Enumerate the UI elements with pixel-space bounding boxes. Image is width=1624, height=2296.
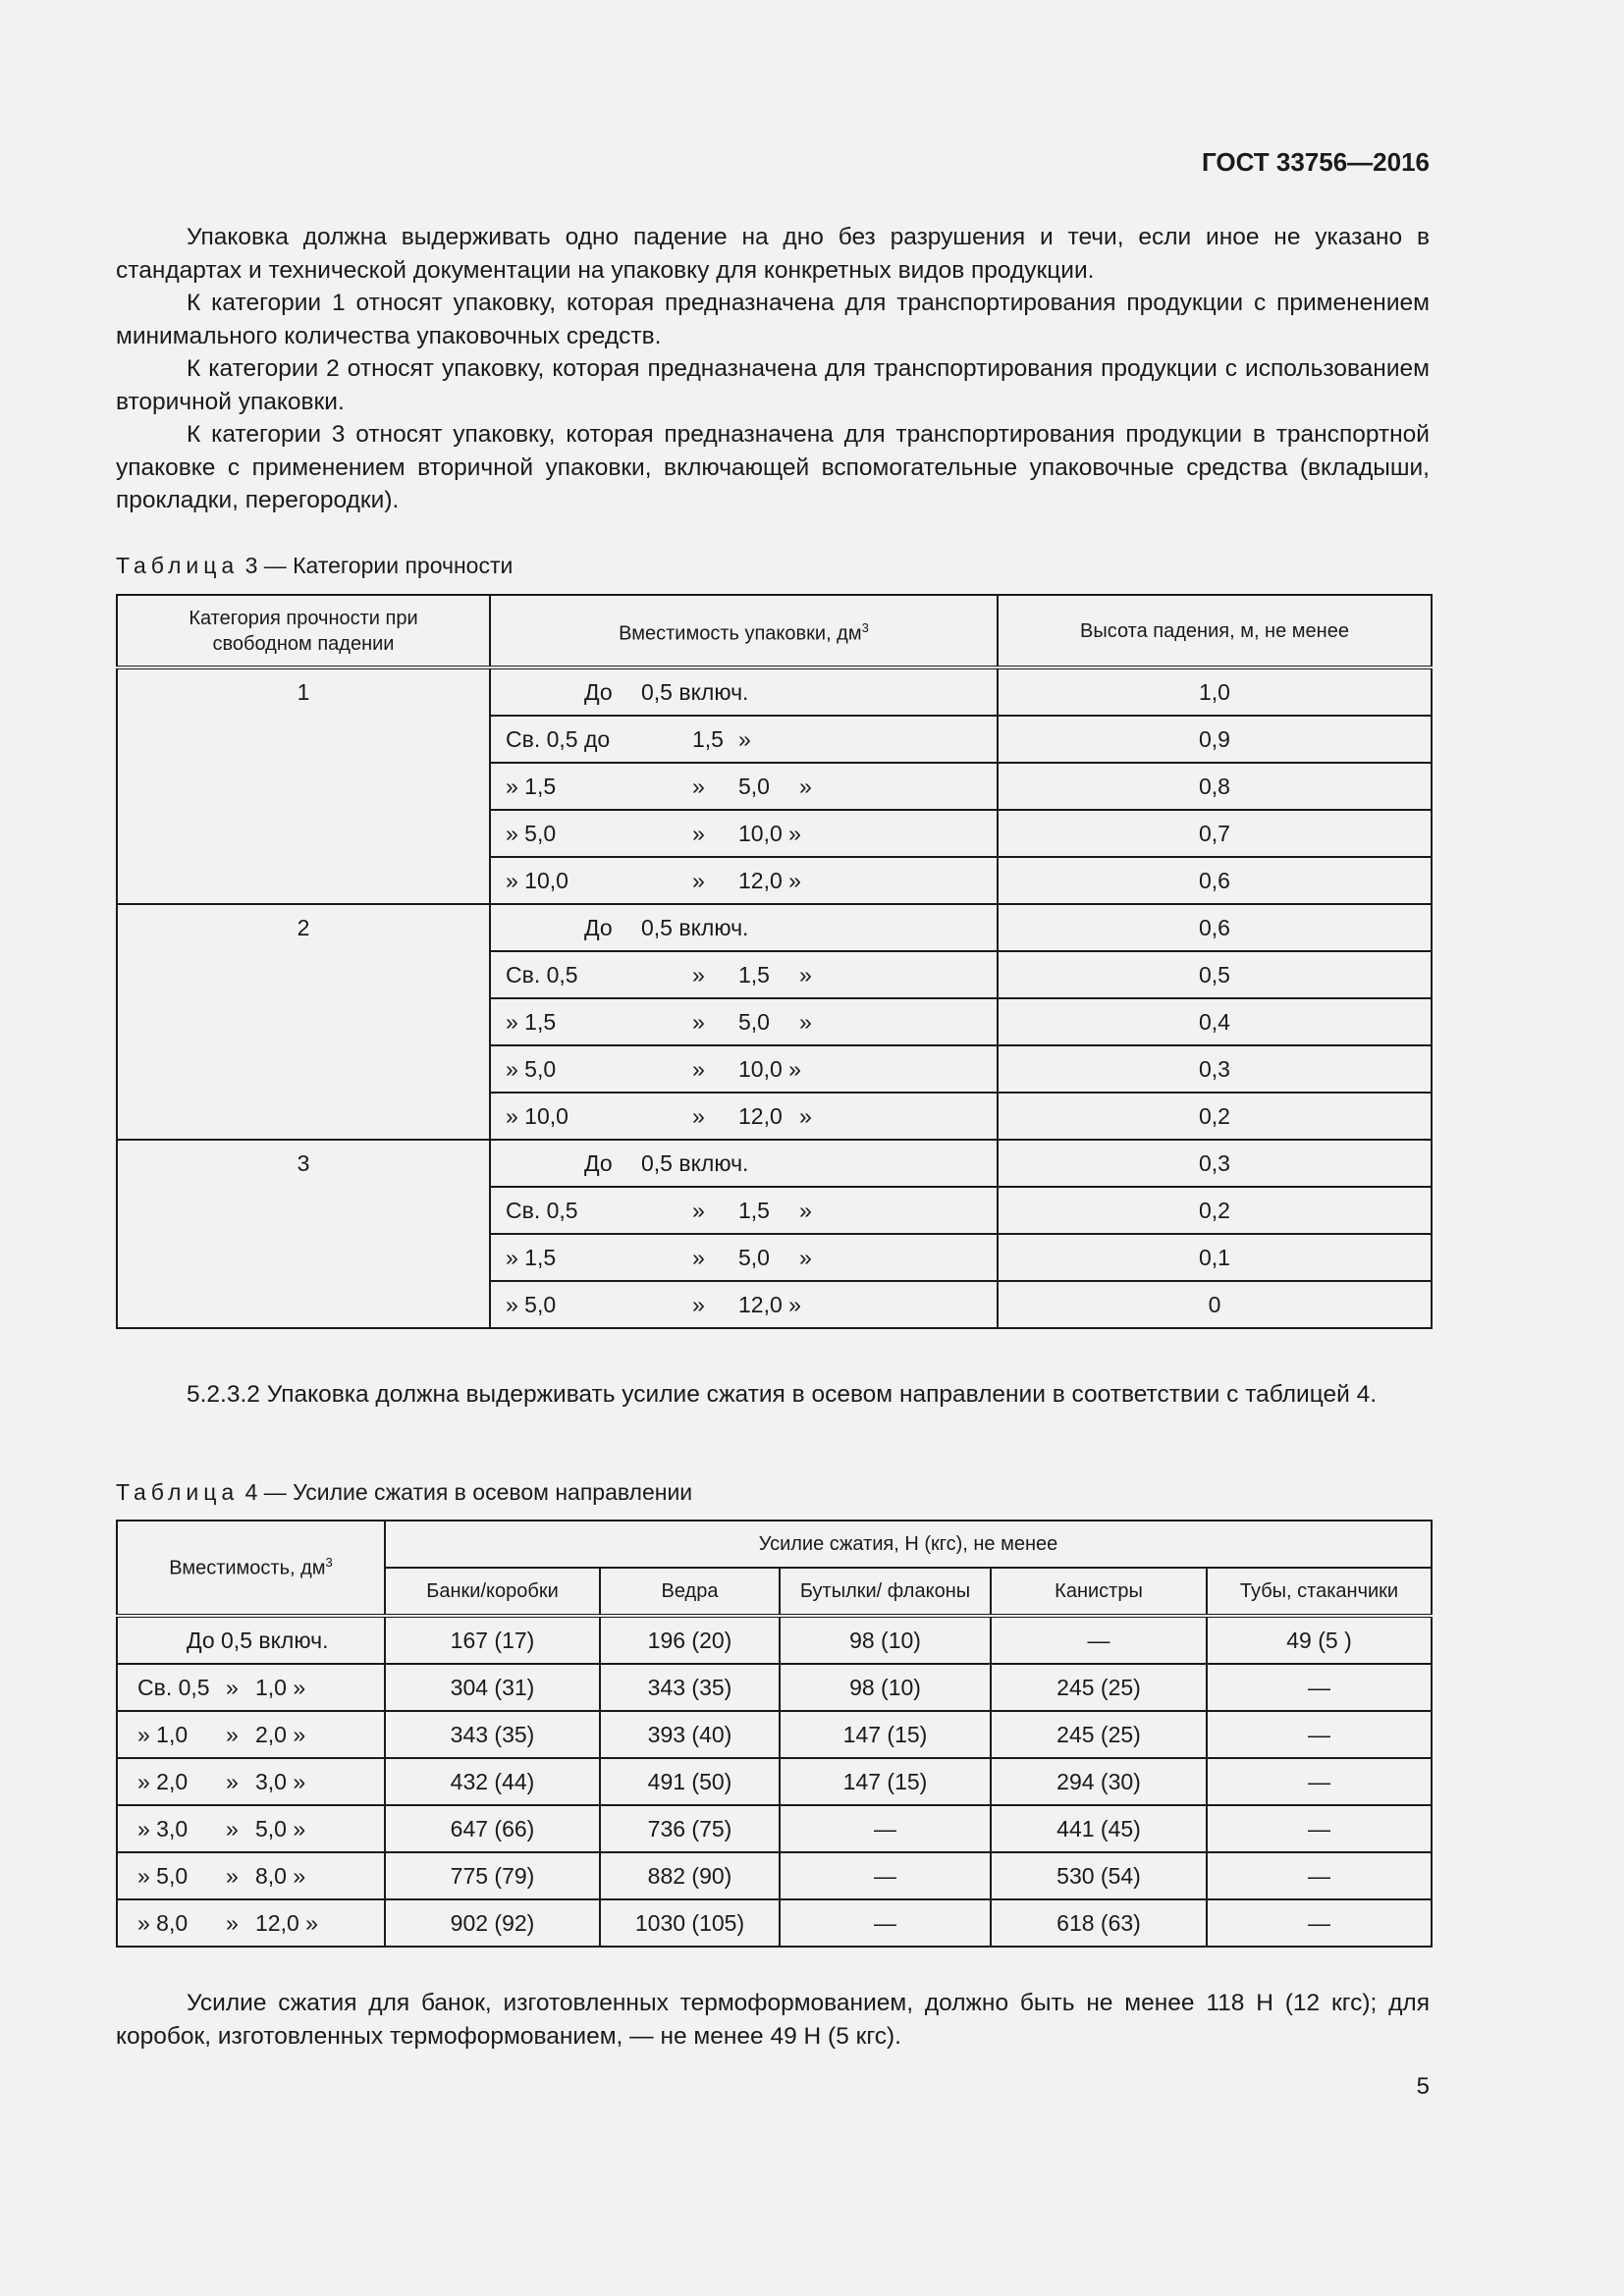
table3-volume-cell <box>490 716 998 763</box>
table4-column-header: Бутылки/ флаконы <box>780 1568 991 1616</box>
table3-height-cell: 0,3 <box>998 1045 1432 1093</box>
volume-part: 5,0 » <box>255 1816 306 1842</box>
volume-part: 0,5 включ. <box>641 1150 749 1176</box>
volume-part: » <box>226 1769 239 1794</box>
table4-value-cell: 49 (5 ) <box>1207 1616 1432 1664</box>
table4-value-cell: 196 (20) <box>600 1616 780 1664</box>
table3 <box>116 594 1433 1329</box>
volume-part: » <box>692 821 705 846</box>
volume-part: » <box>226 1675 239 1700</box>
volume-part: » 5,0 <box>506 821 557 846</box>
table3-height-cell: 0,8 <box>998 763 1432 810</box>
volume-part: » <box>226 1863 239 1889</box>
table3-volume-cell <box>490 810 998 857</box>
table3-height-cell: 0,2 <box>998 1187 1432 1234</box>
table4-value-cell: 245 (25) <box>991 1664 1207 1711</box>
table4-value-cell: 393 (40) <box>600 1711 780 1758</box>
table3-volume-cell <box>490 667 998 716</box>
table4-value-cell: 245 (25) <box>991 1711 1207 1758</box>
table4-value-cell: — <box>1207 1805 1432 1852</box>
intro-text <box>116 221 1430 517</box>
table4-row <box>117 1664 1432 1711</box>
closing-paragraph: Усилие сжатия для банок, изготовленных термоформованием, должно быть не менее 118 Н (12 кгс); для коробок, изготовленных термоформованием, — не менее 49 Н (5 кгс). <box>116 1990 1430 2050</box>
table3-height-cell: 0,7 <box>998 810 1432 857</box>
table3-category-cell: 3 <box>117 1140 490 1328</box>
table3-volume-cell <box>490 904 998 951</box>
table4-column-header: Ведра <box>600 1568 780 1616</box>
table4-value-cell: 775 (79) <box>385 1852 600 1899</box>
table3-height-cell: 0,4 <box>998 998 1432 1045</box>
volume-part: До <box>584 915 613 940</box>
paragraph: Упаковка должна выдерживать одно падение на дно без разрушения и течи, если иное не указано в стандартах и технической документации на упаковку для конкретных видов продукции. <box>116 224 1430 284</box>
volume-part: До <box>584 1150 613 1176</box>
table4 <box>116 1520 1433 1948</box>
table4-value-cell: 294 (30) <box>991 1758 1207 1805</box>
paragraph: К категории 1 относят упаковку, которая предназначена для транспортирования продукции с применением минимального количества упаковочных средств. <box>116 290 1430 349</box>
table3-volume-cell <box>490 1234 998 1281</box>
table3-height-cell: 0,9 <box>998 716 1432 763</box>
volume-part: » <box>692 1056 705 1082</box>
table4-caption-number: 4 <box>244 1479 258 1505</box>
volume-part: 0,5 включ. <box>641 915 749 940</box>
table4-row <box>117 1899 1432 1947</box>
volume-part: » <box>692 868 705 893</box>
table4-value-cell: 647 (66) <box>385 1805 600 1852</box>
volume-part: » <box>692 1103 705 1129</box>
table3-volume-cell <box>490 857 998 904</box>
table4-volume-cell <box>117 1899 385 1947</box>
table4-value-cell: — <box>780 1852 991 1899</box>
volume-part: » <box>226 1910 239 1936</box>
table3-height-cell: 0,2 <box>998 1093 1432 1140</box>
volume-part: 1,5 <box>738 1198 770 1223</box>
volume-part: 12,0 » <box>255 1910 318 1936</box>
volume-part: 5,0 <box>738 1009 770 1035</box>
volume-part: 12,0 <box>738 1103 783 1129</box>
table3-header-height: Высота падения, м, не менее <box>998 595 1432 667</box>
table3-height-cell: 0,3 <box>998 1140 1432 1187</box>
volume-part: 8,0 » <box>255 1863 306 1889</box>
volume-part: До 0,5 включ. <box>187 1628 329 1653</box>
paragraph: К категории 3 относят упаковку, которая предназначена для транспортирования продукции в транспортной упаковке с применением вторичной упаковки, включающей вспомогательные упаковочные средства (вкладыши, прокладки, перегородки). <box>116 421 1430 513</box>
table4-value-cell: — <box>991 1616 1207 1664</box>
table3-height-cell: 0,6 <box>998 904 1432 951</box>
volume-part: 12,0 » <box>738 868 801 893</box>
volume-part: » 1,5 <box>506 1009 557 1035</box>
table4-value-cell: — <box>1207 1711 1432 1758</box>
volume-part: » <box>692 1009 705 1035</box>
volume-part: » <box>738 726 751 752</box>
table3-volume-cell <box>490 1093 998 1140</box>
table4-value-cell: 147 (15) <box>780 1758 991 1805</box>
volume-part: » <box>692 1292 705 1317</box>
para-5232-block <box>116 1378 1430 1412</box>
volume-part: » 1,5 <box>506 1245 557 1270</box>
table3-volume-cell <box>490 763 998 810</box>
table3-caption-number: 3 <box>244 553 258 578</box>
volume-part: 1,0 » <box>255 1675 306 1700</box>
volume-part: Св. 0,5 <box>506 962 578 988</box>
table3-volume-cell <box>490 1140 998 1187</box>
table3-row <box>117 1140 1432 1187</box>
table4-value-cell: 432 (44) <box>385 1758 600 1805</box>
volume-part: » 3,0 <box>137 1816 189 1842</box>
volume-part: 1,5 <box>738 962 770 988</box>
table3-volume-cell <box>490 1045 998 1093</box>
volume-part: 10,0 » <box>738 1056 801 1082</box>
table4-value-cell: 147 (15) <box>780 1711 991 1758</box>
table4-value-cell: — <box>1207 1758 1432 1805</box>
table4-value-cell: 618 (63) <box>991 1899 1207 1947</box>
volume-part: » 8,0 <box>137 1910 189 1936</box>
table3-height-cell: 0,6 <box>998 857 1432 904</box>
table4-value-cell: — <box>1207 1852 1432 1899</box>
volume-part: » <box>226 1816 239 1842</box>
table4-value-cell: 1030 (105) <box>600 1899 780 1947</box>
table4-volume-cell <box>117 1711 385 1758</box>
page-number: 5 <box>1416 2073 1430 2100</box>
volume-part: До <box>584 679 613 705</box>
table4-caption-label: Таблица <box>116 1479 240 1505</box>
table4-caption <box>116 1479 692 1506</box>
volume-part: » 1,0 <box>137 1722 189 1747</box>
table4-volume-cell <box>117 1664 385 1711</box>
table3-row <box>117 904 1432 951</box>
table4-volume-cell <box>117 1852 385 1899</box>
table4-value-cell: 98 (10) <box>780 1616 991 1664</box>
volume-part: 1,5 <box>692 726 724 752</box>
volume-part: Св. 0,5 <box>137 1675 210 1700</box>
volume-part: » 10,0 <box>506 868 568 893</box>
table4-value-cell: 530 (54) <box>991 1852 1207 1899</box>
volume-part: » <box>692 1198 705 1223</box>
volume-part: » <box>799 774 812 799</box>
table4-value-cell: 736 (75) <box>600 1805 780 1852</box>
standard-id: ГОСТ 33756—2016 <box>1202 147 1430 177</box>
table4-value-cell: 167 (17) <box>385 1616 600 1664</box>
table4-value-cell: 343 (35) <box>385 1711 600 1758</box>
table3-height-cell: 0 <box>998 1281 1432 1328</box>
table3-volume-cell <box>490 1281 998 1328</box>
table3-caption-label: Таблица <box>116 553 240 578</box>
volume-part: » <box>692 962 705 988</box>
table4-volume-cell <box>117 1758 385 1805</box>
volume-part: » <box>799 1009 812 1035</box>
volume-part: » <box>692 1245 705 1270</box>
table3-row <box>117 667 1432 716</box>
volume-part: » <box>799 1198 812 1223</box>
table3-caption-text: — Категории прочности <box>263 553 514 578</box>
table4-row <box>117 1758 1432 1805</box>
volume-part: 3,0 » <box>255 1769 306 1794</box>
volume-part: » <box>226 1722 239 1747</box>
table4-column-header: Тубы, стаканчики <box>1207 1568 1432 1616</box>
table3-volume-cell <box>490 998 998 1045</box>
table3-volume-cell <box>490 951 998 998</box>
table4-column-header: Банки/коробки <box>385 1568 600 1616</box>
table3-header-volume: Вместимость упаковки, $дм^3$ <box>490 595 998 667</box>
table3-volume-cell <box>490 1187 998 1234</box>
table3-caption <box>116 553 513 579</box>
volume-part: 5,0 <box>738 774 770 799</box>
table4-header-force: Усилие сжатия, Н (кгс), не менее <box>385 1521 1432 1568</box>
table4-value-cell: — <box>780 1805 991 1852</box>
table3-header-category: Категория прочности при свободном падении <box>117 595 490 667</box>
table4-value-cell: 304 (31) <box>385 1664 600 1711</box>
volume-part: 12,0 » <box>738 1292 801 1317</box>
volume-part: » 5,0 <box>506 1292 557 1317</box>
table4-value-cell: — <box>1207 1664 1432 1711</box>
table4-value-cell: — <box>1207 1899 1432 1947</box>
table4-row <box>117 1805 1432 1852</box>
volume-part: » <box>799 962 812 988</box>
table4-value-cell: 98 (10) <box>780 1664 991 1711</box>
table4-value-cell: 902 (92) <box>385 1899 600 1947</box>
table4-row <box>117 1711 1432 1758</box>
table3-height-cell: 0,1 <box>998 1234 1432 1281</box>
volume-part: 10,0 » <box>738 821 801 846</box>
table4-value-cell: 343 (35) <box>600 1664 780 1711</box>
table4-header-volume: Вместимость, $дм^3$ <box>117 1521 385 1616</box>
para-5232: 5.2.3.2 Упаковка должна выдерживать усилие сжатия в осевом направлении в соответствии с таблицей 4. <box>187 1381 1378 1408</box>
volume-part: » 2,0 <box>137 1769 189 1794</box>
table4-value-cell: 441 (45) <box>991 1805 1207 1852</box>
table4-value-cell: 882 (90) <box>600 1852 780 1899</box>
volume-part: » <box>799 1103 812 1129</box>
table4-row <box>117 1616 1432 1664</box>
table3-category-cell: 2 <box>117 904 490 1140</box>
table3-height-cell: 1,0 <box>998 667 1432 716</box>
volume-part: » <box>799 1245 812 1270</box>
volume-part: 5,0 <box>738 1245 770 1270</box>
table4-column-header: Канистры <box>991 1568 1207 1616</box>
table4-volume-cell <box>117 1805 385 1852</box>
volume-part: Св. 0,5 до <box>506 726 611 752</box>
volume-part: » 5,0 <box>137 1863 189 1889</box>
table4-volume-cell <box>117 1616 385 1664</box>
closing-block <box>116 1987 1430 2053</box>
table3-category-cell: 1 <box>117 667 490 904</box>
volume-part: » 1,5 <box>506 774 557 799</box>
table4-value-cell: 491 (50) <box>600 1758 780 1805</box>
volume-part: » 5,0 <box>506 1056 557 1082</box>
paragraph: К категории 2 относят упаковку, которая предназначена для транспортирования продукции с использованием вторичной упаковки. <box>116 355 1430 415</box>
volume-part: » 10,0 <box>506 1103 568 1129</box>
volume-part: Св. 0,5 <box>506 1198 578 1223</box>
table4-caption-text: — Усилие сжатия в осевом направлении <box>263 1479 693 1505</box>
table4-row <box>117 1852 1432 1899</box>
volume-part: » <box>692 774 705 799</box>
table4-value-cell: — <box>780 1899 991 1947</box>
table3-height-cell: 0,5 <box>998 951 1432 998</box>
volume-part: 2,0 » <box>255 1722 306 1747</box>
volume-part: 0,5 включ. <box>641 679 749 705</box>
